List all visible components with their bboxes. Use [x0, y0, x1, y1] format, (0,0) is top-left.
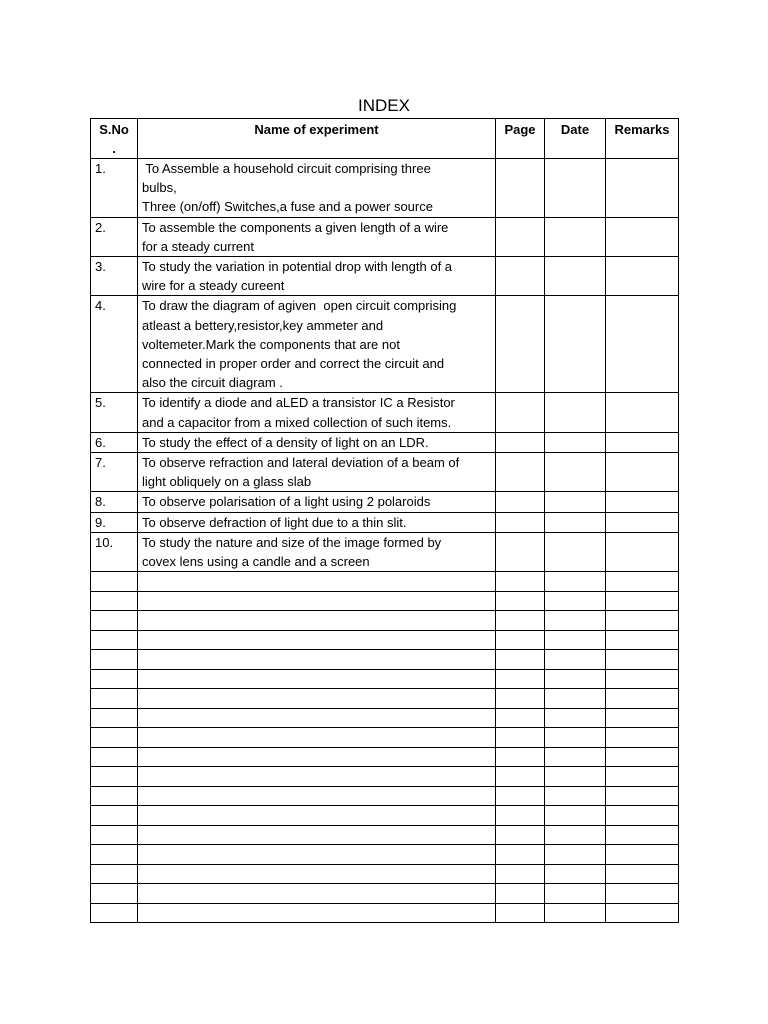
cell-remarks [606, 825, 679, 845]
cell-remarks [606, 630, 679, 650]
experiment-text-line: To Assemble a household circuit comprising three [142, 161, 431, 176]
cell-sno: 3. [91, 257, 138, 296]
cell-date [545, 806, 606, 826]
cell-remarks [606, 864, 679, 884]
cell-experiment-name [138, 453, 496, 492]
cell-experiment-name [138, 650, 496, 670]
cell-date [545, 572, 606, 592]
empty-table-row [91, 884, 679, 904]
cell-sno [91, 669, 138, 689]
cell-experiment-name [138, 492, 496, 512]
cell-sno [91, 650, 138, 670]
cell-experiment-name [138, 532, 496, 571]
column-header-date: Date [545, 119, 606, 159]
table-row [91, 217, 679, 256]
cell-sno: 1. [91, 159, 138, 218]
column-header-remarks: Remarks [606, 119, 679, 159]
cell-date [545, 708, 606, 728]
cell-page [496, 786, 545, 806]
experiment-text-line: connected in proper order and correct the circuit and [142, 356, 445, 372]
cell-remarks [606, 767, 679, 787]
cell-page [496, 393, 545, 432]
cell-date [545, 825, 606, 845]
cell-experiment-name [138, 630, 496, 650]
cell-page [496, 611, 545, 631]
cell-page [496, 650, 545, 670]
cell-sno: 2. [91, 217, 138, 256]
cell-date [545, 728, 606, 748]
cell-date [545, 786, 606, 806]
cell-remarks [606, 532, 679, 571]
cell-experiment-name [138, 728, 496, 748]
cell-remarks [606, 884, 679, 904]
cell-sno [91, 630, 138, 650]
experiment-text-line: To study the nature and size of the image formed by [142, 534, 442, 550]
cell-sno [91, 728, 138, 748]
cell-remarks [606, 903, 679, 923]
empty-table-row [91, 611, 679, 631]
cell-experiment-name [138, 806, 496, 826]
cell-sno [91, 611, 138, 631]
cell-experiment-name [138, 296, 496, 393]
cell-experiment-name [138, 591, 496, 611]
experiment-text-line: also the circuit diagram . [142, 375, 283, 391]
cell-sno: 9. [91, 512, 138, 532]
cell-experiment-name [138, 689, 496, 709]
experiment-text-line: To identify a diode and aLED a transistor IC a Resistor [142, 395, 455, 411]
cell-date [545, 845, 606, 865]
cell-remarks [606, 669, 679, 689]
cell-experiment-name [138, 512, 496, 532]
empty-table-row [91, 650, 679, 670]
cell-sno [91, 903, 138, 923]
column-header-page: Page [496, 119, 545, 159]
experiment-text-line: bulbs, [142, 180, 177, 196]
column-header-sno: S.No . [91, 119, 138, 159]
cell-sno [91, 767, 138, 787]
cell-date [545, 159, 606, 218]
cell-remarks [606, 689, 679, 709]
cell-remarks [606, 296, 679, 393]
cell-sno [91, 591, 138, 611]
cell-date [545, 650, 606, 670]
cell-experiment-name [138, 864, 496, 884]
cell-page [496, 492, 545, 512]
empty-table-row [91, 864, 679, 884]
cell-date [545, 747, 606, 767]
empty-table-row [91, 708, 679, 728]
cell-remarks [606, 611, 679, 631]
cell-page [496, 728, 545, 748]
table-row [91, 492, 679, 512]
cell-remarks [606, 650, 679, 670]
experiment-text-line: To assemble the components a given length of a wire [142, 219, 449, 235]
table-row [91, 432, 679, 452]
cell-experiment-name [138, 669, 496, 689]
cell-sno [91, 884, 138, 904]
empty-table-row [91, 747, 679, 767]
cell-date [545, 884, 606, 904]
cell-experiment-name [138, 611, 496, 631]
cell-experiment-name [138, 884, 496, 904]
empty-table-row [91, 572, 679, 592]
cell-sno [91, 806, 138, 826]
empty-table-row [91, 591, 679, 611]
cell-experiment-name [138, 217, 496, 256]
cell-page [496, 296, 545, 393]
cell-page [496, 591, 545, 611]
cell-remarks [606, 572, 679, 592]
cell-sno [91, 689, 138, 709]
cell-experiment-name [138, 786, 496, 806]
cell-remarks [606, 453, 679, 492]
cell-sno [91, 708, 138, 728]
cell-experiment-name [138, 393, 496, 432]
empty-table-row [91, 825, 679, 845]
experiment-text-line: To draw the diagram of agiven open circuit comprising [142, 298, 457, 314]
cell-page [496, 432, 545, 452]
cell-page [496, 708, 545, 728]
experiment-text-line: for a steady current [142, 238, 254, 254]
cell-page [496, 453, 545, 492]
cell-remarks [606, 591, 679, 611]
cell-page [496, 767, 545, 787]
experiment-text-line: To observe polarisation of a light using 2 polaroids [142, 494, 431, 510]
experiment-text-line: To study the effect of a density of light on an LDR. [142, 434, 429, 450]
cell-sno [91, 845, 138, 865]
cell-experiment-name [138, 257, 496, 296]
cell-page [496, 825, 545, 845]
cell-page [496, 747, 545, 767]
page-title: INDEX [358, 96, 410, 115]
cell-sno [91, 786, 138, 806]
cell-page [496, 845, 545, 865]
cell-date [545, 669, 606, 689]
table-row [91, 393, 679, 432]
table-row [91, 296, 679, 393]
table-header-row [91, 119, 679, 159]
cell-remarks [606, 747, 679, 767]
cell-remarks [606, 708, 679, 728]
cell-sno [91, 825, 138, 845]
empty-table-row [91, 630, 679, 650]
table-row [91, 512, 679, 532]
cell-date [545, 453, 606, 492]
cell-sno: 4. [91, 296, 138, 393]
cell-date [545, 296, 606, 393]
cell-experiment-name [138, 708, 496, 728]
cell-remarks [606, 786, 679, 806]
cell-remarks [606, 257, 679, 296]
cell-experiment-name [138, 767, 496, 787]
cell-page [496, 864, 545, 884]
cell-date [545, 903, 606, 923]
cell-experiment-name [138, 432, 496, 452]
cell-remarks [606, 393, 679, 432]
cell-date [545, 217, 606, 256]
experiment-text-line: and a capacitor from a mixed collection of such items. [142, 414, 452, 430]
cell-remarks [606, 492, 679, 512]
cell-experiment-name [138, 159, 496, 218]
cell-date [545, 257, 606, 296]
cell-page [496, 903, 545, 923]
cell-date [545, 689, 606, 709]
cell-remarks [606, 159, 679, 218]
experiment-text-line: light obliquely on a glass slab [142, 474, 312, 490]
column-header-name: Name of experiment [138, 119, 496, 159]
cell-experiment-name [138, 825, 496, 845]
cell-sno [91, 572, 138, 592]
cell-date [545, 630, 606, 650]
cell-remarks [606, 728, 679, 748]
cell-sno: 6. [91, 432, 138, 452]
cell-experiment-name [138, 903, 496, 923]
cell-page [496, 884, 545, 904]
table-row [91, 159, 679, 218]
cell-date [545, 492, 606, 512]
index-table [90, 118, 679, 923]
cell-sno: 5. [91, 393, 138, 432]
cell-sno: 7. [91, 453, 138, 492]
experiment-text-line: wire for a steady cureent [142, 278, 285, 294]
cell-date [545, 864, 606, 884]
empty-table-row [91, 903, 679, 923]
cell-page [496, 630, 545, 650]
empty-table-row [91, 786, 679, 806]
cell-date [545, 432, 606, 452]
cell-page [496, 669, 545, 689]
cell-page [496, 532, 545, 571]
cell-remarks [606, 512, 679, 532]
empty-table-row [91, 806, 679, 826]
cell-remarks [606, 432, 679, 452]
table-row [91, 453, 679, 492]
cell-page [496, 689, 545, 709]
empty-table-row [91, 669, 679, 689]
cell-date [545, 591, 606, 611]
experiment-text-line: To observe refraction and lateral deviation of a beam of [142, 455, 460, 471]
cell-experiment-name [138, 845, 496, 865]
cell-date [545, 512, 606, 532]
cell-experiment-name [138, 747, 496, 767]
experiment-text-line: To observe defraction of light due to a thin slit. [142, 514, 407, 530]
cell-sno: 10. [91, 532, 138, 571]
empty-table-row [91, 728, 679, 748]
cell-sno: 8. [91, 492, 138, 512]
cell-remarks [606, 845, 679, 865]
cell-date [545, 611, 606, 631]
table-row [91, 532, 679, 571]
empty-table-row [91, 845, 679, 865]
cell-sno [91, 747, 138, 767]
table-body [91, 159, 679, 923]
cell-page [496, 512, 545, 532]
empty-table-row [91, 689, 679, 709]
cell-page [496, 572, 545, 592]
cell-sno [91, 864, 138, 884]
cell-date [545, 393, 606, 432]
experiment-text-line: To study the variation in potential drop with length of a [142, 259, 453, 275]
table-row [91, 257, 679, 296]
cell-experiment-name [138, 572, 496, 592]
experiment-text-line: atleast a bettery,resistor,key ammeter and [142, 317, 384, 333]
cell-page [496, 217, 545, 256]
cell-page [496, 806, 545, 826]
cell-remarks [606, 217, 679, 256]
cell-remarks [606, 806, 679, 826]
experiment-text-line: voltemeter.Mark the components that are not [142, 336, 400, 352]
cell-date [545, 767, 606, 787]
cell-page [496, 257, 545, 296]
empty-table-row [91, 767, 679, 787]
experiment-text-line: covex lens using a candle and a screen [142, 554, 370, 570]
experiment-text-line: Three (on/off) Switches,a fuse and a power source [142, 199, 433, 215]
cell-page [496, 159, 545, 218]
cell-date [545, 532, 606, 571]
